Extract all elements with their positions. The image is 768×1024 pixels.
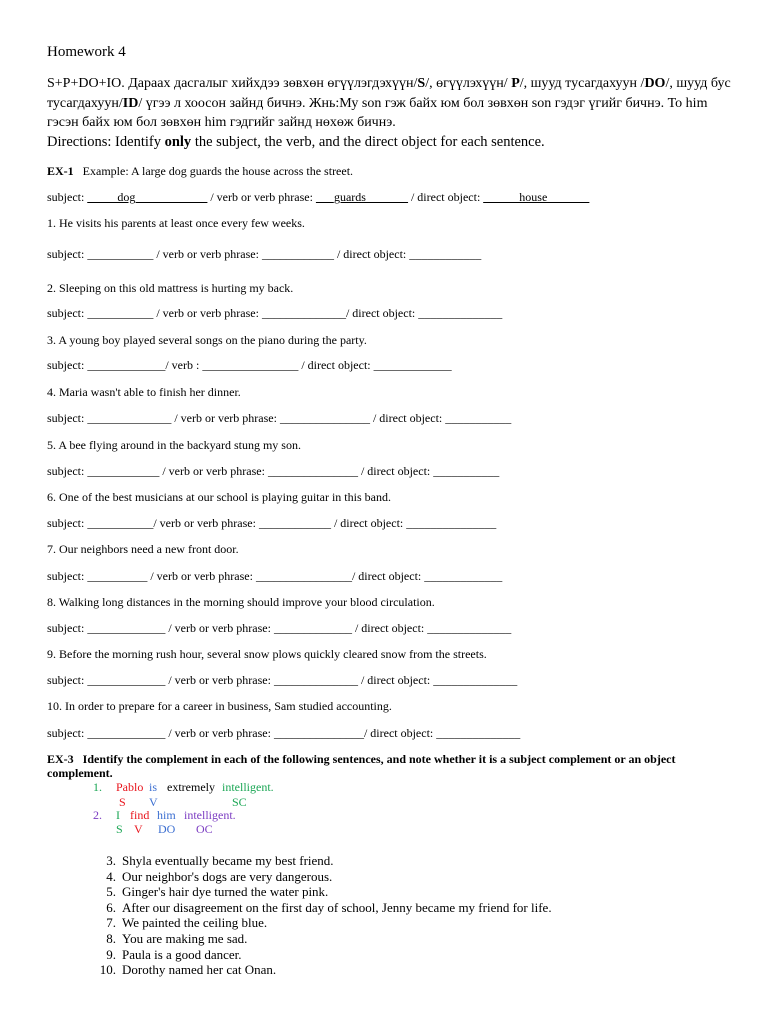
list-item: 7. We painted the ceiling blue. bbox=[106, 915, 268, 931]
example-word-object: him bbox=[157, 808, 176, 822]
list-item: 6. After our disagreement on the first day of school, Jenny became my friend for life. bbox=[106, 899, 552, 915]
example-word-complement: intelligent. bbox=[184, 808, 236, 822]
predicate-abbrev: P bbox=[511, 76, 520, 91]
ex1-example-sentence: Example: A large dog guards the house across the street. bbox=[82, 164, 354, 178]
instructions-text: /, шууд бус тусагдахуун/ bbox=[47, 76, 731, 111]
instructions-text: /, өгүүлэхүүн/ bbox=[425, 76, 512, 91]
example-verb-blank: ___guards_______ bbox=[315, 190, 408, 204]
ex3-sentence-list bbox=[90, 853, 552, 978]
question-sentence: 1. He visits his parents at least once every few weeks. bbox=[47, 216, 305, 230]
question-sentence: 5. A bee flying around in the backyard stung my son. bbox=[47, 438, 301, 452]
answer-blanks[interactable]: subject: ___________ / verb or verb phrase: ______________/ direct object: ______________ bbox=[47, 306, 503, 320]
question-sentence: 4. Maria wasn't able to finish her dinner. bbox=[47, 385, 241, 399]
question-sentence: 3. A young boy played several songs on the piano during the party. bbox=[47, 333, 367, 347]
answer-blanks[interactable]: subject: ___________/ verb or verb phrase: ____________ / direct object: _______________ bbox=[47, 516, 497, 530]
instructions bbox=[47, 74, 737, 152]
ex3-label: EX-3 bbox=[47, 752, 74, 766]
example-word-verb: find bbox=[130, 808, 150, 822]
ex3-heading bbox=[47, 752, 727, 780]
list-item: 10. Dorothy named her cat Onan. bbox=[99, 962, 277, 978]
answer-blanks[interactable]: subject: _____________ / verb or verb phrase: ______________ / direct object: ______________ bbox=[47, 673, 518, 687]
list-item: 8. You are making me sad. bbox=[106, 930, 248, 946]
question-sentence: 10. In order to prepare for a career in business, Sam studied accounting. bbox=[47, 699, 392, 713]
label-s: S bbox=[116, 822, 123, 836]
instructions-text: / үгээ л хоосон зайнд бичнэ. Жнь:Му son гэж байх юм бол зөвхөн son гэдэг үгийг бичнэ. To him гэсэн байх юм бол зөвхөн him гэдгийг зайнд нөхөж бичнэ. bbox=[47, 95, 708, 130]
list-item: 5. Ginger's hair dye turned the water pink. bbox=[106, 884, 329, 900]
answer-blanks[interactable]: subject: ___________ / verb or verb phrase: ____________ / direct object: ____________ bbox=[47, 247, 482, 261]
example-word-subject: Pablo bbox=[116, 780, 144, 794]
label-sc: SC bbox=[232, 795, 247, 809]
question-sentence: 2. Sleeping on this old mattress is hurting my back. bbox=[47, 281, 294, 295]
answer-blanks[interactable]: subject: _____________ / verb or verb phrase: _______________/ direct object: ______________ bbox=[47, 726, 521, 740]
example-word-verb: is bbox=[149, 780, 158, 794]
question-sentence: 7. Our neighbors need a new front door. bbox=[47, 542, 239, 556]
example-object-blank: ______house_______ bbox=[483, 190, 590, 204]
question-sentence: 6. One of the best musicians at our school is playing guitar in this band. bbox=[47, 490, 391, 504]
answer-blanks[interactable]: subject: _____________ / verb or verb phrase: _____________ / direct object: ______________ bbox=[47, 621, 512, 635]
question-sentence: 9. Before the morning rush hour, several snow plows quickly cleared snow from the streets. bbox=[47, 647, 487, 661]
instructions-text: S+P+DO+IO. Дараах дасгалыг хийхдээ зөвхөн өгүүлэгдэхүүн/ bbox=[47, 76, 418, 91]
indirect-object-abbrev: ID bbox=[122, 95, 139, 111]
ex3-instructions: Identify the complement in each of the following sentences, and note whether it is a subject complement or an object complement. bbox=[47, 752, 676, 780]
example-word-subject: I bbox=[116, 808, 120, 822]
direct-object-abbrev: DO bbox=[644, 76, 666, 91]
page-title: Homework 4 bbox=[47, 44, 126, 60]
example-word-complement: intelligent. bbox=[222, 780, 274, 794]
ex1-example-answer: subject: _____dog____________ / verb or verb phrase: ___guards_______ / direct object: ______house_______ bbox=[47, 190, 590, 204]
label-oc: OC bbox=[196, 822, 213, 836]
example-number: 1. bbox=[93, 780, 102, 794]
label-do: DO bbox=[158, 822, 176, 836]
label-v: V bbox=[134, 822, 143, 836]
ex1-example bbox=[47, 164, 353, 179]
directions: Directions: Identify only the subject, the verb, and the direct object for each sentence. bbox=[47, 133, 545, 150]
example-word: extremely bbox=[167, 780, 215, 794]
answer-blanks[interactable]: subject: ______________ / verb or verb phrase: _______________ / direct object: ___________ bbox=[47, 411, 512, 425]
subject-abbrev: S bbox=[417, 76, 426, 91]
list-item: 3. Shyla eventually became my best friend. bbox=[106, 853, 334, 868]
example-subject-blank: _____dog____________ bbox=[87, 190, 208, 204]
only-emphasis: only bbox=[164, 133, 192, 150]
list-item: 9. Paula is a good dancer. bbox=[106, 946, 242, 962]
list-item: 4. Our neighbor's dogs are very dangerous. bbox=[106, 868, 333, 884]
answer-blanks[interactable]: subject: ____________ / verb or verb phrase: _______________ / direct object: ___________ bbox=[47, 464, 500, 478]
ex1-label: EX-1 bbox=[47, 164, 74, 178]
answer-blanks[interactable]: subject: _____________/ verb : ________________ / direct object: _____________ bbox=[47, 358, 452, 372]
example-number: 2. bbox=[93, 808, 102, 822]
answer-blanks[interactable]: subject: __________ / verb or verb phrase: ________________/ direct object: _____________ bbox=[47, 569, 503, 583]
instructions-text: /, шууд тусагдахуун / bbox=[519, 76, 645, 91]
label-v: V bbox=[149, 795, 158, 809]
question-sentence: 8. Walking long distances in the morning should improve your blood circulation. bbox=[47, 595, 435, 609]
label-s: S bbox=[119, 795, 126, 809]
